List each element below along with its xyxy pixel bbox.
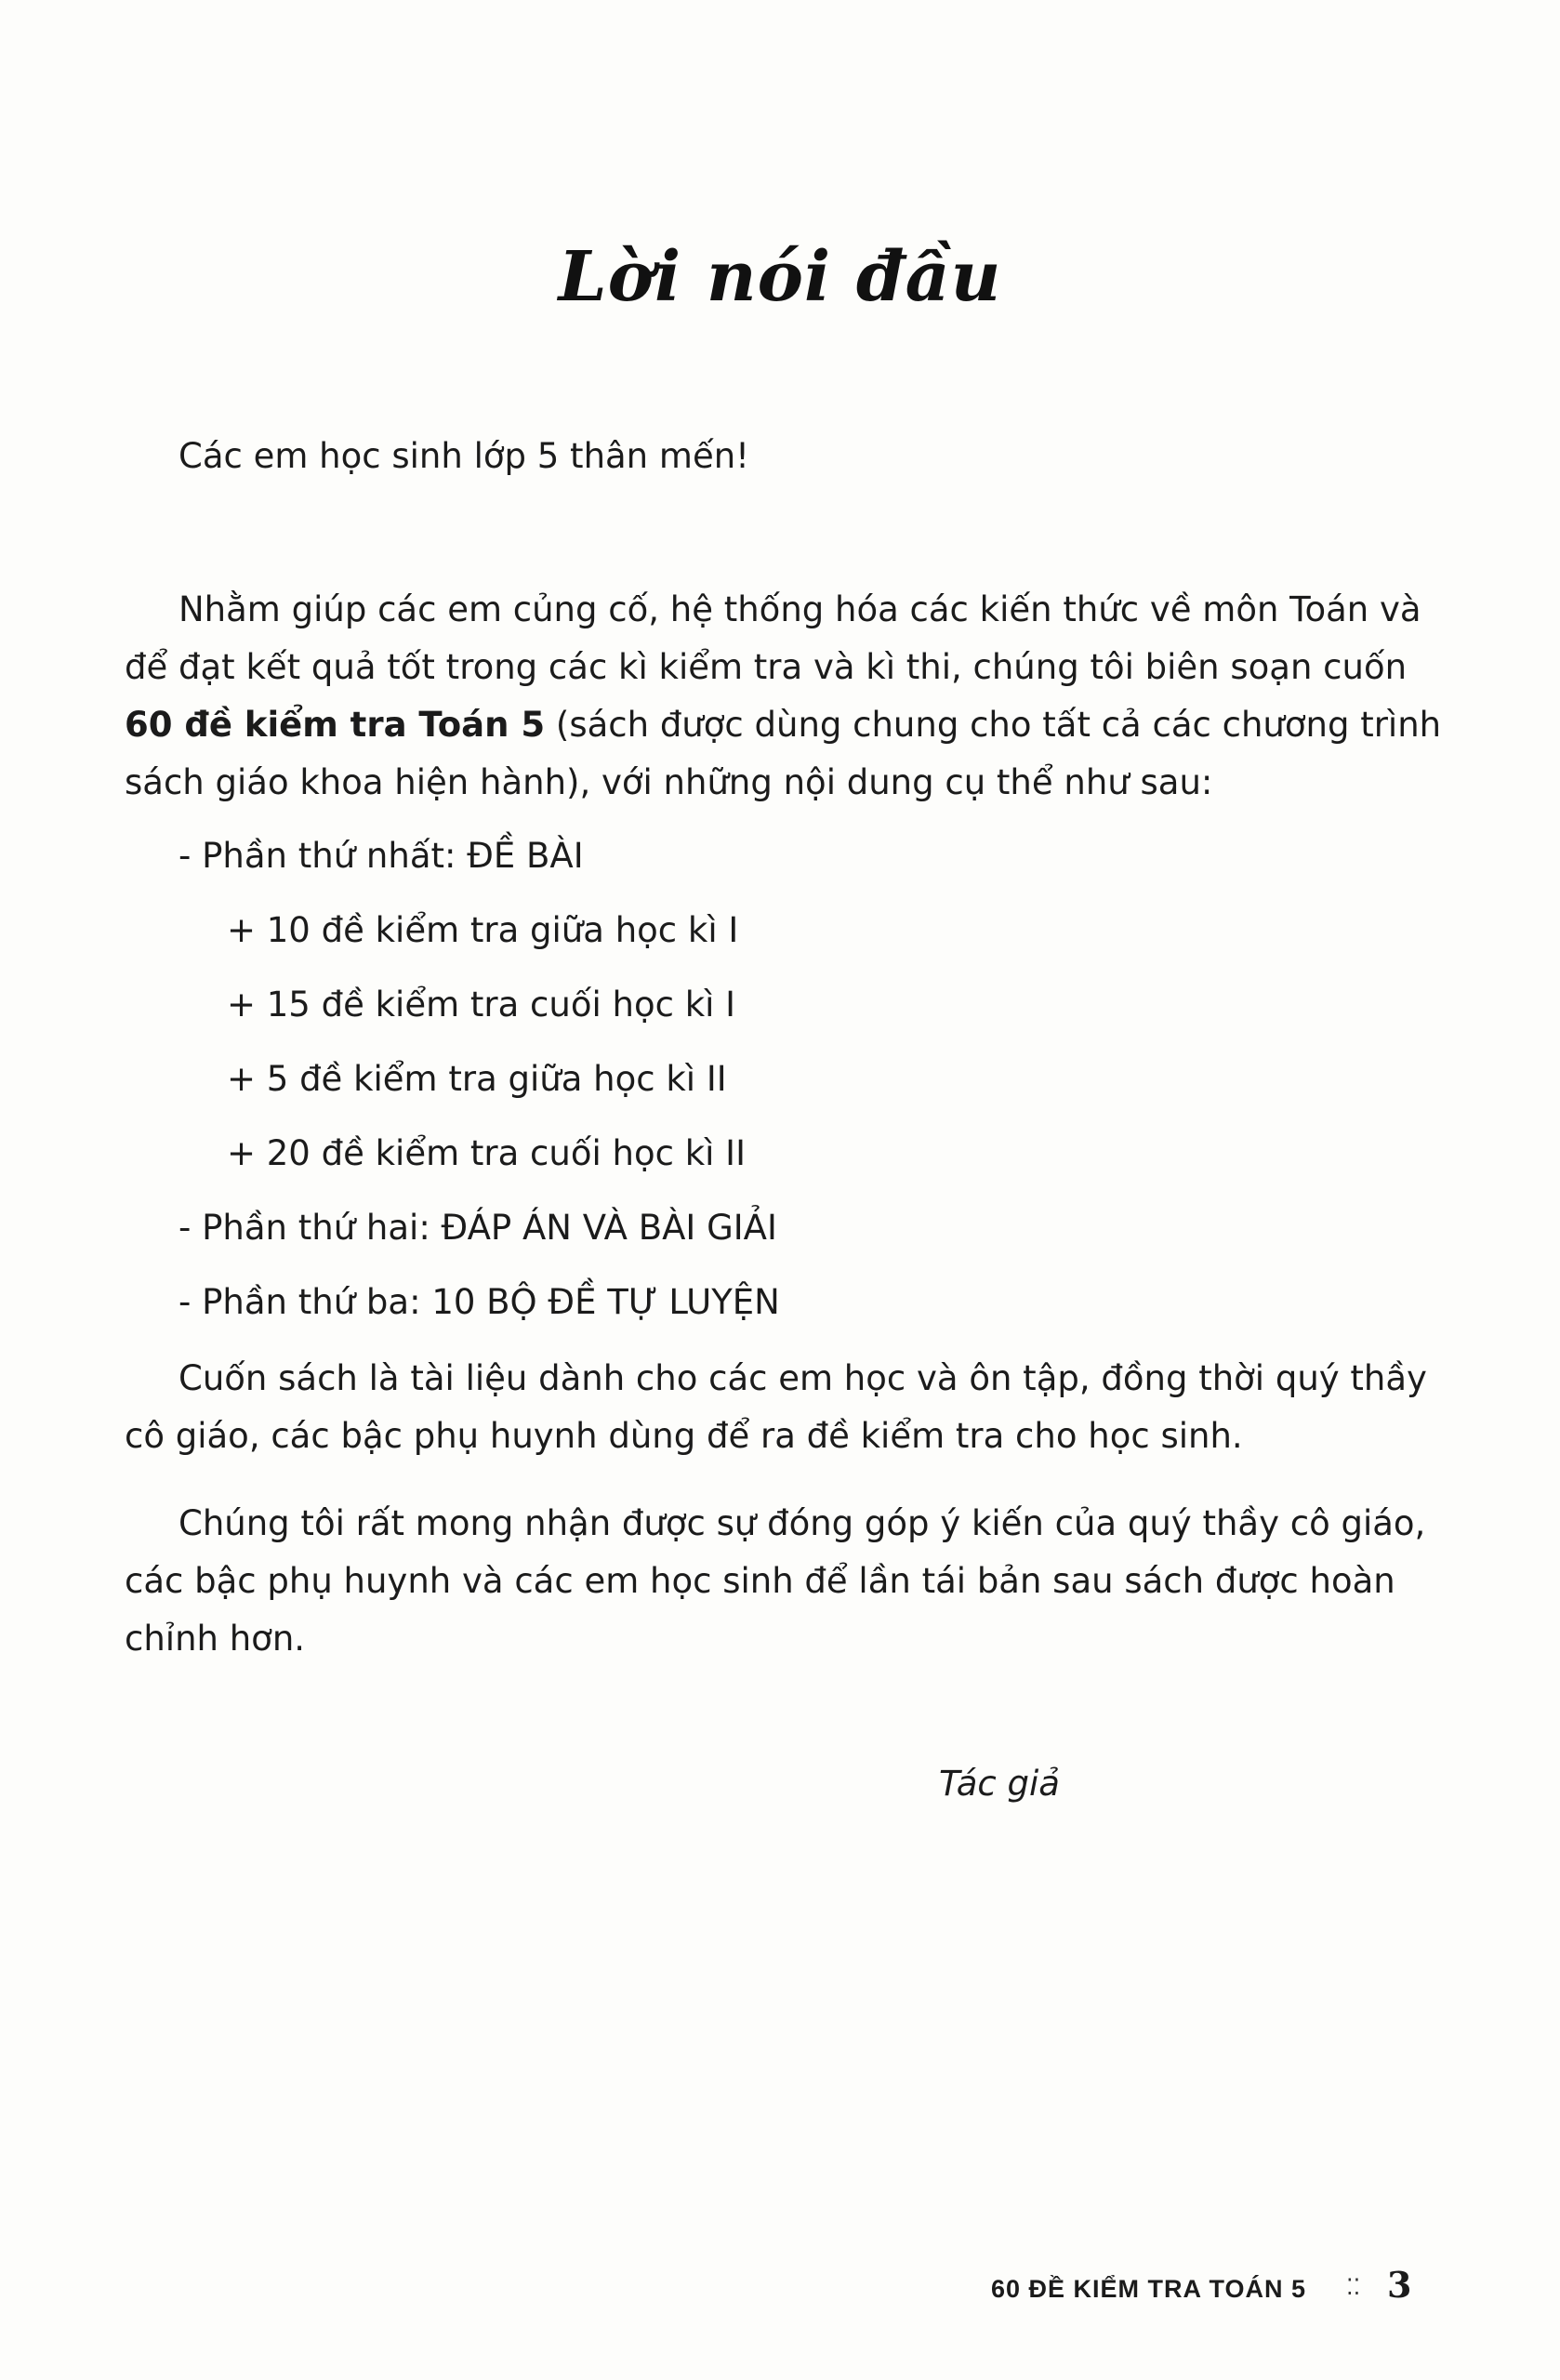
section-part-1: - Phần thứ nhất: ĐỀ BÀI	[178, 836, 584, 876]
intro-line-2: để đạt kết quả tốt trong các kì kiểm tra và kì thi, chúng tôi biên soạn cuốn	[125, 647, 1408, 687]
section-item-4: + 20 đề kiểm tra cuối học kì II	[227, 1133, 746, 1173]
footer-ornament-icon: ⁚⁚	[1346, 2274, 1361, 2300]
salutation: Các em học sinh lớp 5 thân mến!	[178, 436, 749, 476]
thanks-line-1: Chúng tôi rất mong nhận được sự đóng góp ý kiến của quý thầy cô giáo,	[178, 1503, 1426, 1543]
intro-line-4: sách giáo khoa hiện hành), với những nội dung cụ thể như sau:	[125, 762, 1213, 802]
section-item-1: + 10 đề kiểm tra giữa học kì I	[227, 910, 739, 950]
intro-line-3-rest: (sách được dùng chung cho tất cả các chương trình	[545, 705, 1442, 745]
page-number: 3	[1387, 2264, 1412, 2306]
thanks-line-3: chỉnh hơn.	[125, 1619, 306, 1659]
book-title-bold: 60 đề kiểm tra Toán 5	[125, 705, 546, 745]
author-signature: Tác giả	[939, 1764, 1060, 1804]
running-footer-title: 60 ĐỀ KIỂM TRA TOÁN 5	[991, 2275, 1307, 2303]
usage-line-2: cô giáo, các bậc phụ huynh dùng để ra đề kiểm tra cho học sinh.	[125, 1416, 1243, 1456]
intro-line-1: Nhằm giúp các em củng cố, hệ thống hóa các kiến thức về môn Toán và	[178, 589, 1421, 629]
thanks-line-2: các bậc phụ huynh và các em học sinh để lần tái bản sau sách được hoàn	[125, 1561, 1395, 1601]
usage-line-1: Cuốn sách là tài liệu dành cho các em học và ôn tập, đồng thời quý thầy	[178, 1358, 1427, 1398]
section-part-3: - Phần thứ ba: 10 BỘ ĐỀ TỰ LUYỆN	[178, 1282, 780, 1322]
section-part-2: - Phần thứ hai: ĐÁP ÁN VÀ BÀI GIẢI	[178, 1208, 777, 1248]
intro-line-3	[125, 696, 1441, 754]
page-title: Lời nói đầu	[558, 237, 1002, 317]
section-item-3: + 5 đề kiểm tra giữa học kì II	[227, 1059, 727, 1099]
section-item-2: + 15 đề kiểm tra cuối học kì I	[227, 985, 736, 1025]
